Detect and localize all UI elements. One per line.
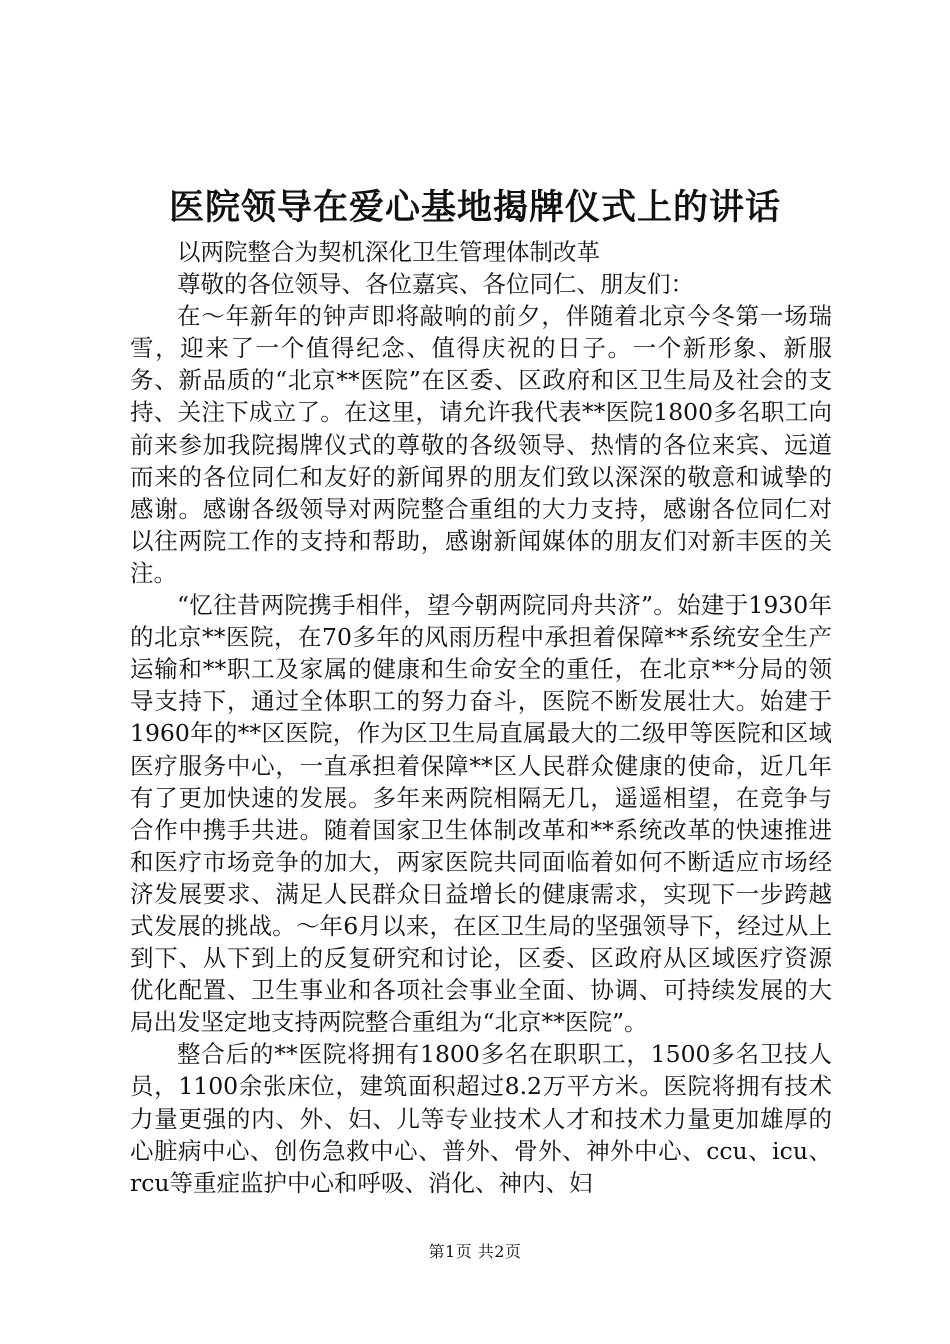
- document-title: 医院领导在爱心基地揭牌仪式上的讲话: [168, 187, 781, 228]
- document-body: [130, 236, 832, 1199]
- salutation: 尊敬的各位领导、各位嘉宾、各位同仁、朋友们：: [177, 270, 694, 299]
- paragraph-3: 整合后的**医院将拥有1800多名在职职工，1500多名卫技人员，1100余张床位，建筑面积超过8.2万平方米。医院将拥有技术力量更强的内、外、妇、儿等专业技术人才和技术力量更加雄厚的心脏病中心、创伤急救中心、普外、骨外、神外中心、ccu、icu、rcu等重症监护中心和呼吸、消化、神内、妇: [130, 1040, 832, 1197]
- paragraph-2: “忆往昔两院携手相伴，望今朝两院同舟共济”。始建于1930年的北京**医院，在70多年的风雨历程中承担着保障**系统安全生产运输和**职工及家属的健康和生命安全的重任，在北京**分局的领导支持下，通过全体职工的努力奋斗，医院不断发展壮大。始建于1960年的**区医院，作为区卫生局直属最大的二级甲等医院和区域医疗服务中心，一直承担着保障**区人民群众健康的使命，近几年有了更加快速的发展。多年来两院相隔无几，遥遥相望，在竞争与合作中携手共进。随着国家卫生体制改革和**系统改革的快速推进和医疗市场竞争的加大，两家医院共同面临着如何不断适应市场经济发展要求、满足人民群众日益增长的健康需求，实现下一步跨越式发展的挑战。～年6月以来，在区卫生局的坚强领导下，经过从上到下、从下到上的反复研究和讨论，区委、区政府从区域医疗资源优化配置、卫生事业和各项社会事业全面、协调、可持续发展的大局出发坚定地支持两院整合重组为“北京**医院”。: [130, 591, 832, 1037]
- page-number-footer: 第1页 共2页: [428, 1242, 522, 1261]
- subtitle: 以两院整合为契机深化卫生管理体制改革: [177, 238, 600, 266]
- paragraph-1: 在～年新年的钟声即将敲响的前夕，伴随着北京今冬第一场瑞雪，迎来了一个值得纪念、值得庆祝的日子。一个新形象、新服务、新品质的“北京**医院”在区委、区政府和区卫生局及社会的支持、关注下成立了。在这里，请允许我代表**医院1800多名职工向前来参加我院揭牌仪式的尊敬的各级领导、热情的各位来宾、远道而来的各位同仁和友好的新闻界的朋友们致以深深的敬意和诚挚的感谢。感谢各级领导对两院整合重组的大力支持，感谢各位同仁对以往两院工作的支持和帮助，感谢新闻媒体的朋友们对新丰医的关注。: [130, 302, 832, 587]
